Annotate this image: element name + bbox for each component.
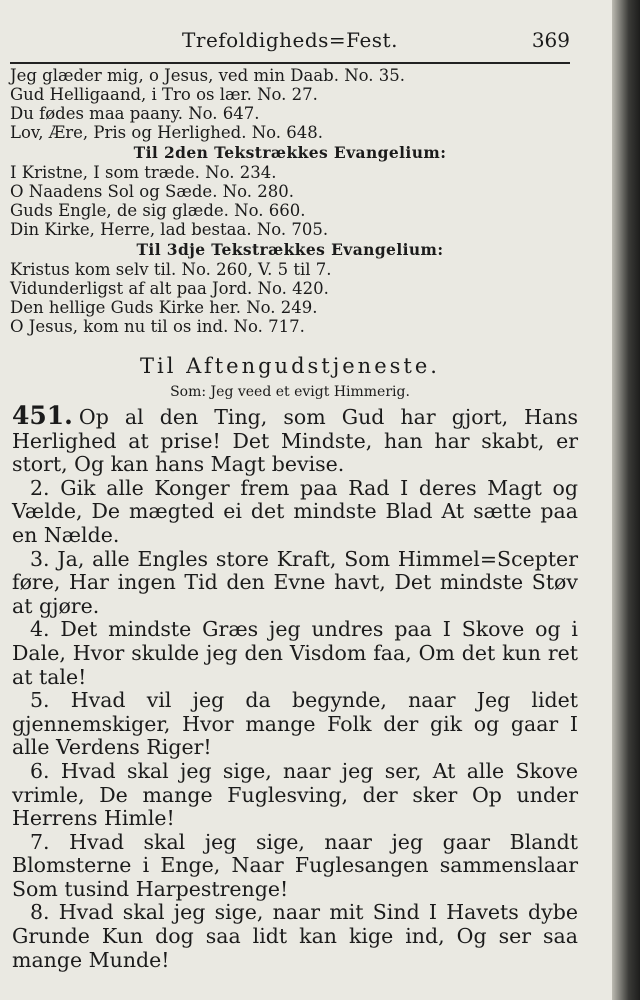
verse [12,401,578,477]
header-rule [10,62,570,64]
page-number: 369 [531,28,570,52]
reference-line: O Jesus, kom nu til os ind. No. 717. [10,317,305,336]
verse: 8. Hvad skal jeg sige, naar mit Sind I Havets dybe Grunde Kun dog saa lidt kan kige ind, Og ser saa mange Munde! [12,900,578,972]
reference-line: Vidunderligst af alt paa Jord. No. 420. [10,279,329,298]
reference-line: Kristus kom selv til. No. 260, V. 5 til 7. [10,260,332,279]
verse-text: Op al den Ting, som Gud har gjort, Hans Herlighed at prise! Det Mindste, han har skabt, er stort, Og kan hans Magt bevise. [12,405,578,477]
reference-line: O Naadens Sol og Sæde. No. 280. [10,182,294,201]
section-title: Til Aftengudstjeneste. [140,354,440,378]
reference-line: Din Kirke, Herre, lad bestaa. No. 705. [10,220,329,239]
subheading-second-series: Til 2den Tekstrækkes Evangelium: [133,143,447,162]
verse: 3. Ja, alle Engles store Kraft, Som Himmel=Scepter føre, Har ingen Tid den Evne havt, Det mindste Støv at gjøre. [12,546,578,618]
running-title: Trefoldigheds=Fest. [182,28,398,52]
hymn-number: 451. [12,401,73,430]
verse: 4. Det mindste Græs jeg undres paa I Skove og i Dale, Hvor skulde jeg den Visdom faa, Om det kun ret at tale! [12,617,578,689]
verse: 7. Hvad skal jeg sige, naar jeg gaar Blandt Blomsterne i Enge, Naar Fuglesangen sammenslaar Som tusind Harpestrenge! [12,829,578,901]
reference-line: Jeg glæder mig, o Jesus, ved min Daab. No. 35. [10,66,406,85]
reference-line: Lov, Ære, Pris og Herlighed. No. 648. [10,123,324,142]
reference-line: Du fødes maa paany. No. 647. [10,104,260,123]
running-header [10,24,570,58]
reference-line: I Kristne, I som træde. No. 234. [10,163,277,182]
page-edge-shadow [612,0,640,1000]
subheading-third-series: Til 3dje Tekstrækkes Evangelium: [136,240,444,259]
verse: 6. Hvad skal jeg sige, naar jeg ser, At alle Skove vrimle, De mange Fuglesving, der sker Op under Herrens Himle! [12,758,578,831]
verse: 5. Hvad vil jeg da begynde, naar Jeg lidet gjennemskiger, Hvor mange Folk der gik og gaar I alle Verdens Riger! [12,688,578,760]
hymn-text [12,401,578,972]
hymn-references [10,66,570,336]
tune-note: Som: Jeg veed et evigt Himmerig. [170,384,410,400]
reference-line: Guds Engle, de sig glæde. No. 660. [10,201,306,220]
verse: 2. Gik alle Konger frem paa Rad I deres Magt og Vælde, De mægted ei det mindste Blad At sætte paa en Nælde. [12,475,578,547]
reference-line: Gud Helligaand, i Tro os lær. No. 27. [10,85,318,104]
reference-line: Den hellige Guds Kirke her. No. 249. [10,298,318,317]
